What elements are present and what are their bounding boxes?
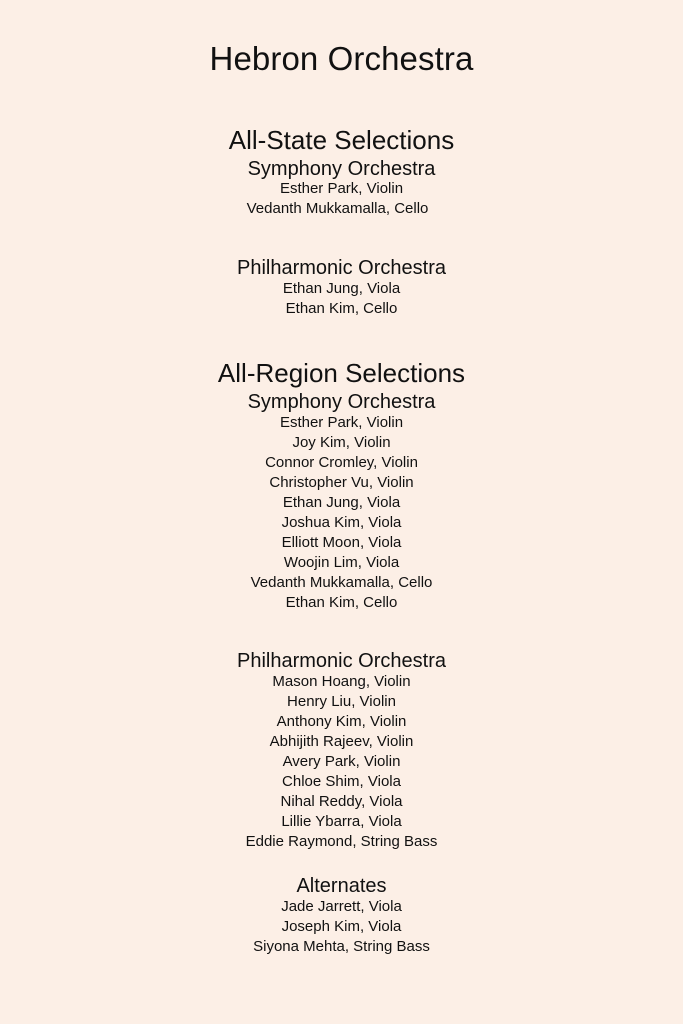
all-region-philharmonic-member: Avery Park, Violin: [282, 753, 401, 770]
all-state-philharmonic-member: Ethan Kim, Cello: [285, 300, 398, 317]
all-state-symphony-heading: Symphony Orchestra: [247, 158, 436, 180]
all-region-philharmonic-member: Anthony Kim, Violin: [276, 713, 407, 730]
all-state-symphony-member: Esther Park, Violin: [279, 180, 404, 197]
all-region-philharmonic-member: Nihal Reddy, Viola: [280, 793, 403, 810]
all-region-symphony-member: Ethan Kim, Cello: [285, 594, 398, 611]
all-region-symphony-member: Vedanth Mukkamalla, Cello: [250, 574, 433, 591]
all-region-symphony-member: Elliott Moon, Viola: [281, 534, 402, 551]
alternates-member: Siyona Mehta, String Bass: [253, 938, 430, 955]
all-region-philharmonic-member: Mason Hoang, Violin: [272, 673, 411, 690]
all-region-symphony-member: Joshua Kim, Viola: [281, 514, 402, 531]
all-state-heading: All-State Selections: [228, 125, 455, 155]
alternates-member: Jade Jarrett, Viola: [281, 898, 402, 915]
all-region-symphony-member: Christopher Vu, Violin: [269, 474, 414, 491]
all-region-philharmonic-member: Abhijith Rajeev, Violin: [269, 733, 414, 750]
all-region-symphony-member: Joy Kim, Violin: [292, 434, 391, 451]
all-region-heading: All-Region Selections: [217, 358, 466, 388]
all-region-symphony-member: Connor Cromley, Violin: [265, 454, 418, 471]
alternates-heading: Alternates: [296, 875, 387, 897]
all-state-philharmonic-heading: Philharmonic Orchestra: [237, 257, 446, 279]
all-region-philharmonic-member: Chloe Shim, Viola: [282, 773, 401, 790]
all-region-philharmonic-heading: Philharmonic Orchestra: [237, 650, 446, 672]
all-region-symphony-member: Ethan Jung, Viola: [282, 494, 401, 511]
all-state-philharmonic-member: Ethan Jung, Viola: [282, 280, 401, 297]
all-region-symphony-member: Woojin Lim, Viola: [283, 554, 400, 571]
all-region-symphony-member: Esther Park, Violin: [279, 414, 404, 431]
all-state-symphony-member: Vedanth Mukkamalla, Cello: [246, 200, 429, 217]
alternates-member: Joseph Kim, Viola: [281, 918, 402, 935]
page-title: Hebron Orchestra: [209, 40, 474, 77]
all-region-philharmonic-member: Henry Liu, Violin: [287, 693, 396, 710]
all-region-philharmonic-member: Lillie Ybarra, Viola: [281, 813, 402, 830]
all-region-symphony-heading: Symphony Orchestra: [247, 391, 436, 413]
all-region-philharmonic-member: Eddie Raymond, String Bass: [245, 833, 438, 850]
